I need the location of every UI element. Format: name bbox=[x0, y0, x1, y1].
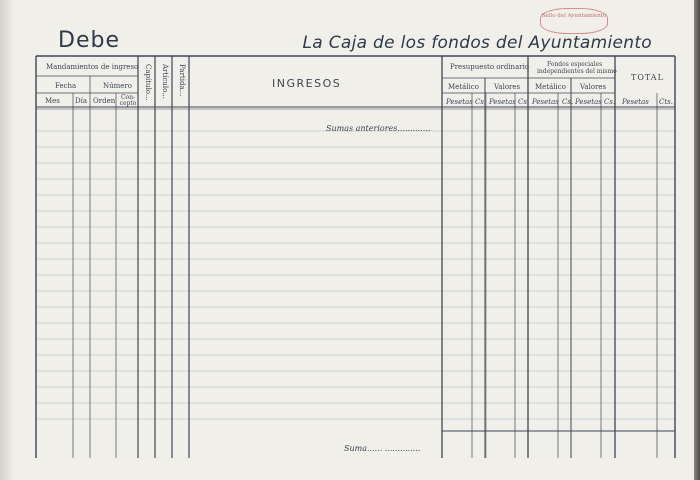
orden-label: Orden bbox=[93, 97, 116, 105]
pesetas-label-total: Pesetas bbox=[622, 98, 649, 106]
pesetas-label-4: Pesetas bbox=[575, 98, 602, 106]
ledger-title: La Caja de los fondos del Ayuntamiento bbox=[302, 33, 652, 53]
suma-row: Suma...... .............. bbox=[344, 444, 421, 453]
cts-label-1: Cs. bbox=[475, 98, 487, 106]
concepto-label: Con- cepto bbox=[119, 94, 137, 107]
cts-label-total: Cts. bbox=[659, 98, 673, 106]
pesetas-label-1: Pesetas bbox=[446, 98, 473, 106]
articulo-label: Artículo... bbox=[161, 64, 169, 99]
mes-label: Mes bbox=[45, 97, 60, 105]
pesetas-label-2: Pesetas bbox=[489, 98, 516, 106]
cts-label-3: Cs. bbox=[562, 98, 574, 106]
mandamientos-label: Mandamientos de ingreso bbox=[46, 63, 139, 71]
fecha-label: Fecha bbox=[55, 82, 77, 90]
cts-label-4: Cs. bbox=[604, 98, 616, 106]
valores-label-1: Valores bbox=[494, 83, 521, 91]
total-label: TOTAL bbox=[631, 73, 664, 82]
capitulo-label: Capítulo... bbox=[144, 64, 152, 101]
dia-label: Día bbox=[75, 97, 88, 105]
fondos-label-2: independientes del mismo bbox=[537, 68, 617, 75]
cts-label-2: Cs. bbox=[518, 98, 530, 106]
metalico-label-1: Metálico bbox=[448, 83, 479, 91]
stamp-text: Sello del Ayuntamiento bbox=[541, 13, 607, 19]
metalico-label-2: Metálico bbox=[535, 83, 566, 91]
numero-label: Número bbox=[103, 82, 132, 90]
ingresos-label: INGRESOS bbox=[272, 77, 342, 90]
sumas-anteriores: Sumas anteriores............. bbox=[326, 124, 431, 133]
side-title: Debe bbox=[58, 28, 120, 53]
valores-label-2: Valores bbox=[580, 83, 607, 91]
fondos-label-1: Fondos especiales bbox=[547, 61, 603, 68]
pesetas-label-3: Pesetas bbox=[532, 98, 559, 106]
ledger-frame bbox=[36, 56, 675, 458]
partida-label: Partida... bbox=[178, 64, 186, 97]
ruled-lines bbox=[36, 131, 675, 419]
presupuesto-label: Presupuesto ordinario bbox=[450, 63, 530, 71]
